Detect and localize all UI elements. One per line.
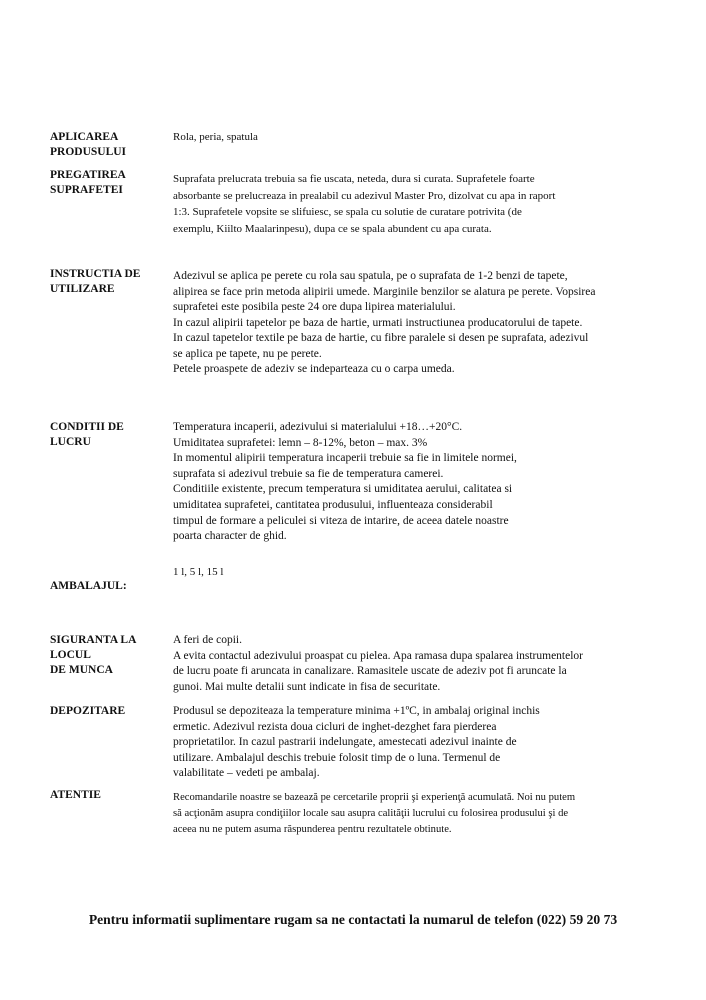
section-body: Rola, peria, spatula	[173, 131, 258, 143]
section-label: PREGATIREA SUPRAFETEI	[50, 169, 126, 196]
section-body: Produsul se depoziteaza la temperature minima +1ºC, in ambalaj original inchis ermetic. Adezivul rezista doua cicluri de inghet-dezghet fara pierderea proprietatilor. In cazul pastrarii indelungate, amestecati adezivul inainte de utilizare. Ambalajul deschis trebuie folosit timp de o luna. Termenul de valabilitate – vedeti pe ambalaj.	[173, 705, 540, 780]
section-label: CONDITII DE LUCRU	[50, 421, 124, 448]
section-label: SIGURANTA LA LOCUL DE MUNCA	[50, 634, 136, 676]
section-body: Recomandarile noastre se bazează pe cercetarile proprii şi experienţă acumulată. Noi nu putem să acţionăm asupra condiţiilor locale sau asupra calităţii lucrului cu folosirea produsului şi de aceea nu ne putem asuma răspunderea pentru rezultatele obtinute.	[173, 792, 576, 835]
section-label: APLICAREA PRODUSULUI	[50, 131, 127, 158]
section-body: Temperatura incaperii, adezivului si materialului +18…+20°C. Umiditatea suprafetei: lemn – 8-12%, beton – max. 3% In momentul alipirii temperatura incaperii trebuie sa fie in limitele normei, suprafata si adezivul trebuie sa fie de temperatura camerei. Conditiile existente, precum temperatura si umiditatea aerului, calitatea si umiditatea suprafetei, cantitatea produsului, influenteaza considerabil timpul de formare a peliculei si viteza de intarire, de aceea datele noastre poarta character de ghid.	[173, 421, 517, 543]
section-label: AMBALAJUL:	[50, 580, 127, 592]
section-body: A feri de copii. A evita contactul adezivului proaspat cu pielea. Apa ramasa dupa spalarea instrumentelor de lucru poate fi aruncata in canalizare. Ramasitele uscate de adeziv pot fi aruncate la gunoi. Mai multe detalii sunt indicate in fisa de securitate.	[173, 634, 584, 693]
section-body: Suprafata prelucrata trebuia sa fie uscata, neteda, dura si curata. Suprafetele foarte absorbante se prelucreaza in prealabil cu adezivul Master Pro, dizolvat cu apa in raport 1:3. Suprafetele vopsite se slifuiesc, se spala cu solutie de curatare potrivita (de exemplu, Kiilto Maalarinpesu), dupa ce se spala abundent cu apa curata.	[173, 173, 556, 235]
section-label: DEPOZITARE	[50, 705, 126, 717]
section-label: INSTRUCTIA DE UTILIZARE	[50, 268, 141, 295]
section-label: ATENTIE	[50, 789, 101, 801]
contact-footer: Pentru informatii suplimentare rugam sa ne contactati la numarul de telefon (022) 59 20 73	[88, 912, 618, 927]
section-body: Adezivul se aplica pe perete cu rola sau spatula, pe o suprafata de 1-2 benzi de tapete, alipirea se face prin metoda alipirii umede. Marginile benzilor se alatura pe perete. Vopsirea suprafetei este posibila peste 24 ore dupa lipirea materialului. In cazul alipirii tapetelor pe baza de hartie, urmati instructiunea producatorului de tapete. In cazul tapetelor textile pe baza de hartie, cu fibre paralele si desen pe suprafata, adezivul se aplica pe tapete, nu pe perete. Petele proaspete de adeziv se indeparteaza cu o carpa umeda.	[173, 270, 596, 375]
section-body: 1 l, 5 l, 15 l	[173, 566, 224, 578]
